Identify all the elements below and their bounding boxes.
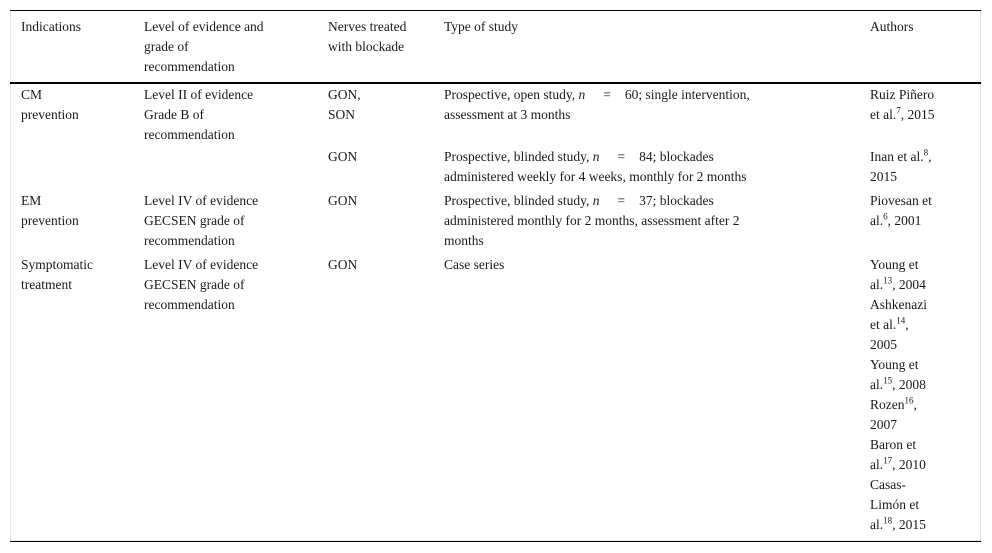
row-em-nerves: GON: [328, 193, 358, 208]
ref-superscript: 7: [896, 105, 901, 116]
row-cm-study2-nerves: GON: [328, 149, 358, 164]
header-evidence: Level of evidence and grade of recommendation: [144, 19, 264, 74]
row-cm-evidence: Level II of evidence Grade B of recommendation: [144, 87, 254, 142]
row-symptomatic-evidence: Level IV of evidence GECSEN grade of recommendation: [144, 257, 259, 312]
header-nerves: Nerves treated with blockade: [328, 19, 407, 54]
row-em-indication: EM prevention: [21, 193, 79, 228]
ref-superscript: 17: [883, 455, 893, 466]
row-em-authors: Piovesan et al.$^6$, 2001: [870, 193, 932, 228]
header-indications: Indications: [21, 19, 81, 34]
table-header-rule: [10, 82, 981, 84]
header-authors: Authors: [870, 19, 914, 34]
author-year-line: 2007: [870, 417, 897, 432]
author-citation-line: Rozen$^{16}$,: [870, 395, 917, 412]
author-line: Ashkenazi: [870, 297, 927, 312]
author-line: Young et: [870, 257, 919, 272]
row-symptomatic-indication: Symptomatic treatment: [21, 257, 93, 292]
author-line: Casas-: [870, 477, 906, 492]
author-year-line: 2005: [870, 337, 897, 352]
row-em-evidence: Level IV of evidence GECSEN grade of recommendation: [144, 193, 259, 248]
ref-superscript: 6: [883, 211, 888, 222]
header-study: Type of study: [444, 19, 519, 34]
ref-superscript: 16: [904, 395, 914, 406]
row-em-study-type: Prospective, blinded study, n = 37; blockades administered monthly for 2 months, assessment after 2 months: [444, 193, 740, 248]
author-citation-line: al.$^{15}$, 2008: [870, 375, 926, 392]
row-cm-study1-nerves: GON, SON: [328, 87, 361, 122]
ref-superscript: 15: [883, 375, 893, 386]
ref-superscript: 18: [883, 515, 893, 526]
table-bottom-rule: [10, 541, 981, 542]
author-line: Baron et: [870, 437, 917, 452]
ref-superscript: 14: [896, 315, 906, 326]
ref-superscript: 13: [883, 275, 893, 286]
author-citation-line: al.$^{18}$, 2015: [870, 515, 926, 532]
row-cm-study1-authors: Ruiz Piñero et al.$^7$, 2015: [870, 87, 935, 122]
author-citation-line: al.$^{13}$, 2004: [870, 275, 926, 292]
row-cm-study2-type: Prospective, blinded study, n = 84; blockades administered weekly for 4 weeks, monthly for 2 months: [444, 149, 747, 184]
table-top-rule: [10, 10, 981, 11]
row-cm-study1-type: Prospective, open study, n = 60; single intervention, assessment at 3 months: [444, 87, 750, 122]
row-cm-indication: CM prevention: [21, 87, 79, 122]
row-symptomatic-nerves: GON: [328, 257, 358, 272]
row-symptomatic-authors: [870, 255, 970, 535]
author-citation-line: al.$^{17}$, 2010: [870, 455, 926, 472]
row-cm-study2-authors: Inan et al.$^8$, 2015: [870, 147, 932, 184]
author-line: Young et: [870, 357, 919, 372]
ref-superscript: 8: [923, 147, 929, 158]
author-citation-line: et al.$^{14}$,: [870, 315, 909, 332]
row-symptomatic-study-type: Case series: [444, 257, 505, 272]
author-line: Limón et: [870, 497, 920, 512]
